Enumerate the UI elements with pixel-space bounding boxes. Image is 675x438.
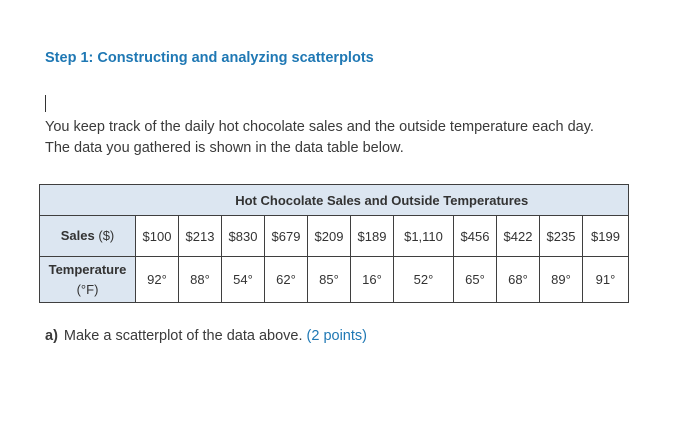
temperature-row-header: [40, 257, 136, 303]
table-corner-cell: [40, 185, 136, 216]
sales-cell: $213: [179, 216, 222, 257]
sales-cell: $235: [540, 216, 583, 257]
intro-paragraph: [45, 117, 594, 159]
sales-cell: $679: [265, 216, 308, 257]
temperature-cell: 88°: [179, 257, 222, 303]
temperature-row: [40, 257, 629, 303]
sales-label: Sales: [60, 228, 95, 243]
sales-cell: $422: [497, 216, 540, 257]
temperature-cell: 68°: [497, 257, 540, 303]
sales-cell: $199: [583, 216, 629, 257]
table-title: Hot Chocolate Sales and Outside Temperatures: [136, 185, 629, 216]
sales-unit: ($): [98, 228, 115, 243]
temperature-cell: 65°: [454, 257, 497, 303]
sales-cell: $189: [351, 216, 394, 257]
text-cursor: [45, 95, 46, 112]
temperature-cell: 54°: [222, 257, 265, 303]
sales-cell: $456: [454, 216, 497, 257]
intro-line-1: You keep track of the daily hot chocolate sales and the outside temperature each day.: [45, 119, 594, 135]
temperature-cell: 16°: [351, 257, 394, 303]
temperature-cell: 62°: [265, 257, 308, 303]
temperature-cell: 91°: [583, 257, 629, 303]
temperature-label: Temperature: [48, 261, 127, 277]
sales-row: [40, 216, 629, 257]
question-text: Make a scatterplot of the data above.: [63, 328, 303, 344]
question-a: [45, 328, 367, 344]
temperature-cell: 52°: [394, 257, 454, 303]
temperature-unit: (°F): [76, 281, 99, 297]
temperature-cell: 85°: [308, 257, 351, 303]
question-label: a): [45, 328, 58, 344]
sales-cell: $830: [222, 216, 265, 257]
sales-row-header: [40, 216, 136, 257]
sales-cell: $1,110: [394, 216, 454, 257]
section-heading: Step 1: Constructing and analyzing scatterplots: [45, 50, 374, 66]
sales-cell: $209: [308, 216, 351, 257]
temperature-cell: 92°: [136, 257, 179, 303]
question-points: (2 points): [306, 328, 367, 344]
intro-line-2: The data you gathered is shown in the data table below.: [45, 140, 404, 156]
temperature-cell: 89°: [540, 257, 583, 303]
data-table: [39, 184, 629, 303]
sales-cell: $100: [136, 216, 179, 257]
